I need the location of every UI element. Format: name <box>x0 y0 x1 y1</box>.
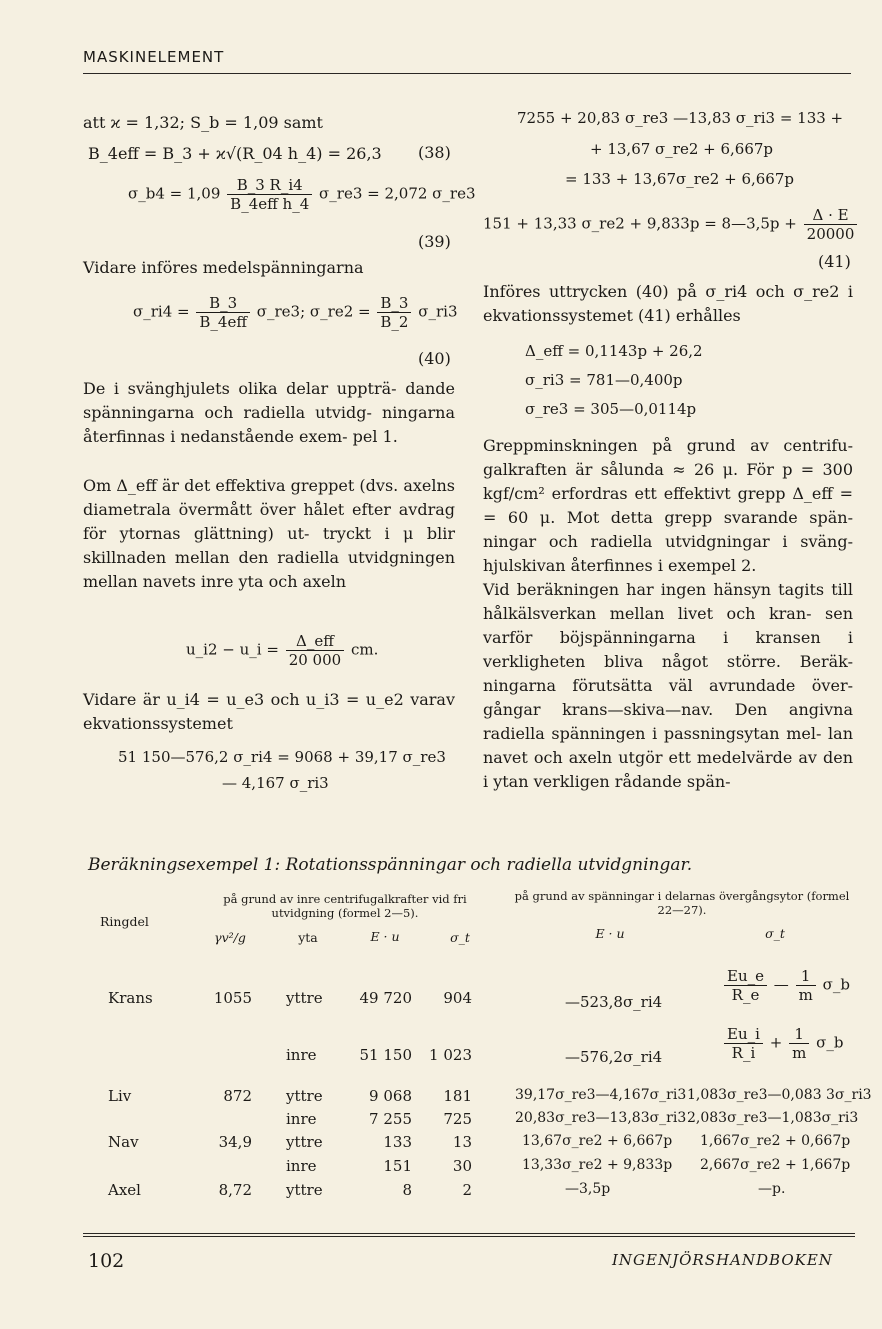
inre-den-2: m <box>792 1044 807 1062</box>
cell-gamma: 34,9 <box>218 1133 252 1151</box>
cell-eu2: —523,8σ_ri4 <box>565 993 663 1011</box>
cell-part: Axel <box>108 1181 141 1199</box>
cell-eu2: 20,83σ_re3—13,83σ_ri3 <box>515 1110 687 1126</box>
th-group-2: på grund av spänningar i delarnas övergångsytor (formel 22—27). <box>514 889 850 917</box>
eq40-lhs: σ_ri4 = <box>133 302 190 321</box>
cell-sigma2: 1,667σ_re2 + 0,667p <box>700 1133 851 1149</box>
cell-eu2: 39,17σ_re3—4,167σ_ri3 <box>515 1087 687 1103</box>
krans-frac-2 <box>796 967 816 1004</box>
cell-gamma: 8,72 <box>218 1181 252 1199</box>
left-paragraph-3 <box>83 688 455 736</box>
header-rule <box>83 73 851 74</box>
eq39-lhs: σ_b4 = 1,09 <box>128 184 221 203</box>
left-paragraph-1 <box>83 377 455 449</box>
formula-krans-sigma <box>722 967 850 1004</box>
cell-yta: yttre <box>286 1181 323 1199</box>
cell-sigma2: —p. <box>758 1181 786 1197</box>
inre-num-2: 1 <box>789 1025 809 1044</box>
cell-sigma: 2 <box>462 1181 472 1199</box>
eq41-line-4-lhs: 151 + 13,33 σ_re2 + 9,833p = 8—3,5p + <box>483 214 797 233</box>
krans-den-1: R_e <box>731 986 760 1004</box>
equation-38: B_4eff = B_3 + ϰ√(R_04 h_4) = 26,3 <box>88 144 382 163</box>
equation-39 <box>128 176 476 213</box>
eq41-line-2: + 13,67 σ_re2 + 6,667p <box>590 140 774 158</box>
right-paragraph-1 <box>483 280 853 328</box>
cell-sigma: 30 <box>452 1157 472 1175</box>
eq-u-rhs: cm. <box>350 640 379 659</box>
eq40-fraction-1 <box>196 294 250 331</box>
cell-eu: 151 <box>383 1157 412 1175</box>
cell-eu2: —3,5p <box>565 1181 611 1197</box>
cell-gamma: 872 <box>223 1087 252 1105</box>
eq40-num1: B_3 <box>196 294 250 313</box>
krans-den-2: m <box>798 986 813 1004</box>
th-gamma: γv²/g <box>214 930 246 945</box>
cell-sigma: 1 023 <box>429 1046 472 1064</box>
inre-sigma-b: σ_b <box>816 1033 844 1052</box>
th-sigma-2: σ_t <box>765 926 785 941</box>
equation-u <box>186 632 378 669</box>
eq-u-lhs: u_i2 − u_i = <box>186 640 279 659</box>
eq40-fraction-2 <box>377 294 411 331</box>
result-sigma-ri3: σ_ri3 = 781—0,400p <box>525 371 683 389</box>
cell-eu2: 13,33σ_re2 + 9,833p <box>522 1157 673 1173</box>
cell-eu: 133 <box>383 1133 412 1151</box>
eq40-mid: σ_re3; σ_re2 = <box>256 302 371 321</box>
eq-u-num: Δ_eff <box>286 632 345 651</box>
th-eu-2: E · u <box>595 926 625 941</box>
left-p1-text: De i svänghjulets olika delar uppträ- dande spänningarna och radiella utvidg- ningarna återfinnas i nedanstående exem- pel 1. <box>83 379 455 446</box>
eq41-line-3: = 133 + 13,67σ_re2 + 6,667p <box>565 170 794 188</box>
equation-number-41: (41) <box>818 252 851 271</box>
krans-op: — <box>773 975 789 994</box>
eq41-den: 20000 <box>806 225 855 243</box>
equation-number-39: (39) <box>418 232 451 251</box>
eq-u-den: 20 000 <box>288 651 342 669</box>
th-ringdel: Ringdel <box>100 914 149 929</box>
right-p1-text: Införes uttrycken (40) på σ_ri4 och σ_re2 i ekvationssystemet (41) erhålles <box>483 282 853 325</box>
inre-op: + <box>769 1033 783 1052</box>
eq40-rhs: σ_ri3 <box>418 302 458 321</box>
cell-sigma2: 2,083σ_re3—1,083σ_ri3 <box>687 1110 859 1126</box>
krans-sigma-b: σ_b <box>822 975 850 994</box>
eq40-den2: B_2 <box>380 313 409 331</box>
right-paragraph-2 <box>483 434 853 578</box>
table-caption: Beräkningsexempel 1: Rotationsspänningar och radiella utvidgningar. <box>88 855 693 875</box>
cell-yta: inre <box>286 1157 317 1175</box>
cell-sigma: 181 <box>443 1087 472 1105</box>
footer-rule-2 <box>83 1236 855 1237</box>
th-yta: yta <box>298 930 318 945</box>
right-paragraph-3 <box>483 578 853 794</box>
cell-yta: yttre <box>286 1087 323 1105</box>
eq39-den: B_4eff h_4 <box>230 195 310 213</box>
cell-yta: inre <box>286 1046 317 1064</box>
th-group-1: på grund av inre centrifugalkrafter vid fri utvidgning (formel 2—5). <box>223 892 467 920</box>
cell-part: Krans <box>108 989 153 1007</box>
cell-eu: 9 068 <box>369 1087 412 1105</box>
cell-sigma: 13 <box>452 1133 472 1151</box>
eq39-rhs: σ_re3 = 2,072 σ_re3 <box>319 184 476 203</box>
eq41-fraction <box>804 206 858 243</box>
inre-frac-2 <box>789 1025 809 1062</box>
eq41-num: Δ · E <box>804 206 858 225</box>
cell-eu2: 13,67σ_re2 + 6,667p <box>522 1133 673 1149</box>
th-eu-1: E · u <box>370 929 400 944</box>
eq39-num: B_3 R_i4 <box>227 176 312 195</box>
cell-eu: 51 150 <box>359 1046 412 1064</box>
cell-eu: 7 255 <box>369 1110 412 1128</box>
cell-eu: 49 720 <box>359 989 412 1007</box>
footer-rule <box>83 1233 855 1234</box>
running-title: MASKINELEMENT <box>83 48 225 66</box>
book-title: INGENJÖRSHANDBOKEN <box>612 1251 833 1269</box>
cell-eu: 8 <box>402 1181 412 1199</box>
krans-num-1: Eu_e <box>724 967 767 986</box>
eq40-num2: B_3 <box>377 294 411 313</box>
formula-inre-sigma <box>722 1025 843 1062</box>
equation-number-40: (40) <box>418 349 451 368</box>
cell-part: Nav <box>108 1133 139 1151</box>
eq41-line-1: 7255 + 20,83 σ_re3 —13,83 σ_ri3 = 133 + <box>517 109 844 127</box>
cell-sigma2: 1,083σ_re3—0,083 3σ_ri3 <box>687 1087 872 1103</box>
equation-number-38: (38) <box>418 143 451 162</box>
cell-yta: yttre <box>286 1133 323 1151</box>
inre-frac-1 <box>724 1025 763 1062</box>
left-p3-text: Vidare är u_i4 = u_e3 och u_i3 = u_e2 varav ekvationssystemet <box>83 690 455 733</box>
cell-part: Liv <box>108 1087 132 1105</box>
cell-sigma: 904 <box>443 989 472 1007</box>
eq-u-fraction <box>286 632 345 669</box>
text-line-kappa: att ϰ = 1,32; S_b = 1,09 samt <box>83 113 323 132</box>
inre-num-1: Eu_i <box>724 1025 763 1044</box>
equation-system-2: — 4,167 σ_ri3 <box>222 774 329 792</box>
equation-40 <box>133 294 458 331</box>
cell-yta: inre <box>286 1110 317 1128</box>
cell-eu2: —576,2σ_ri4 <box>565 1048 663 1066</box>
result-sigma-re3: σ_re3 = 305—0,0114p <box>525 400 697 418</box>
cell-sigma: 725 <box>443 1110 472 1128</box>
right-p2-text: Greppminskningen på grund av centrifu- galkraften är sålunda ≈ 26 μ. För p = 300 kgf/cm² erfordras ett effektivt grepp Δ_eff = = 60 μ. Mot detta grepp svarande spän- ningar och radiella utvidgningar i sväng- hjulskivan återfinnes i exempel 2. <box>483 436 853 575</box>
text-intro-40: Vidare införes medelspänningarna <box>83 258 364 277</box>
cell-sigma2: 2,667σ_re2 + 1,667p <box>700 1157 851 1173</box>
result-delta: Δ_eff = 0,1143p + 26,2 <box>525 342 703 360</box>
equation-system-1: 51 150—576,2 σ_ri4 = 9068 + 39,17 σ_re3 <box>118 748 446 766</box>
inre-den-1: R_i <box>731 1044 756 1062</box>
th-sigma-1: σ_t <box>450 930 470 945</box>
cell-gamma: 1055 <box>213 989 252 1007</box>
krans-num-2: 1 <box>796 967 816 986</box>
eq40-den1: B_4eff <box>199 313 247 331</box>
page-number: 102 <box>88 1250 125 1272</box>
left-paragraph-2 <box>83 474 455 594</box>
eq41-line-4 <box>483 206 859 243</box>
right-p3-text: Vid beräkningen har ingen hänsyn tagits till hålkälsverkan mellan livet och kran- sen varför böjspänningarna i kransen i verkligheten bliva något större. Beräk- ningarna förutsätta väl avrundade över- gångar krans—skiva—nav. Den angivna radiella spänningen i passningsytan mel- lan navet och axeln utgör ett medelvärde av den i ytan verkligen rådande spän- <box>483 580 853 791</box>
cell-yta: yttre <box>286 989 323 1007</box>
left-p2-text: Om Δ_eff är det effektiva greppet (dvs. axelns diametrala övermått över hålet efter avdrag för ytornas glättning) ut- tryckt i μ blir skillnaden mellan den radiella utvidgningen mellan navets inre yta och axeln <box>83 476 455 591</box>
eq39-fraction <box>227 176 312 213</box>
krans-frac-1 <box>724 967 767 1004</box>
